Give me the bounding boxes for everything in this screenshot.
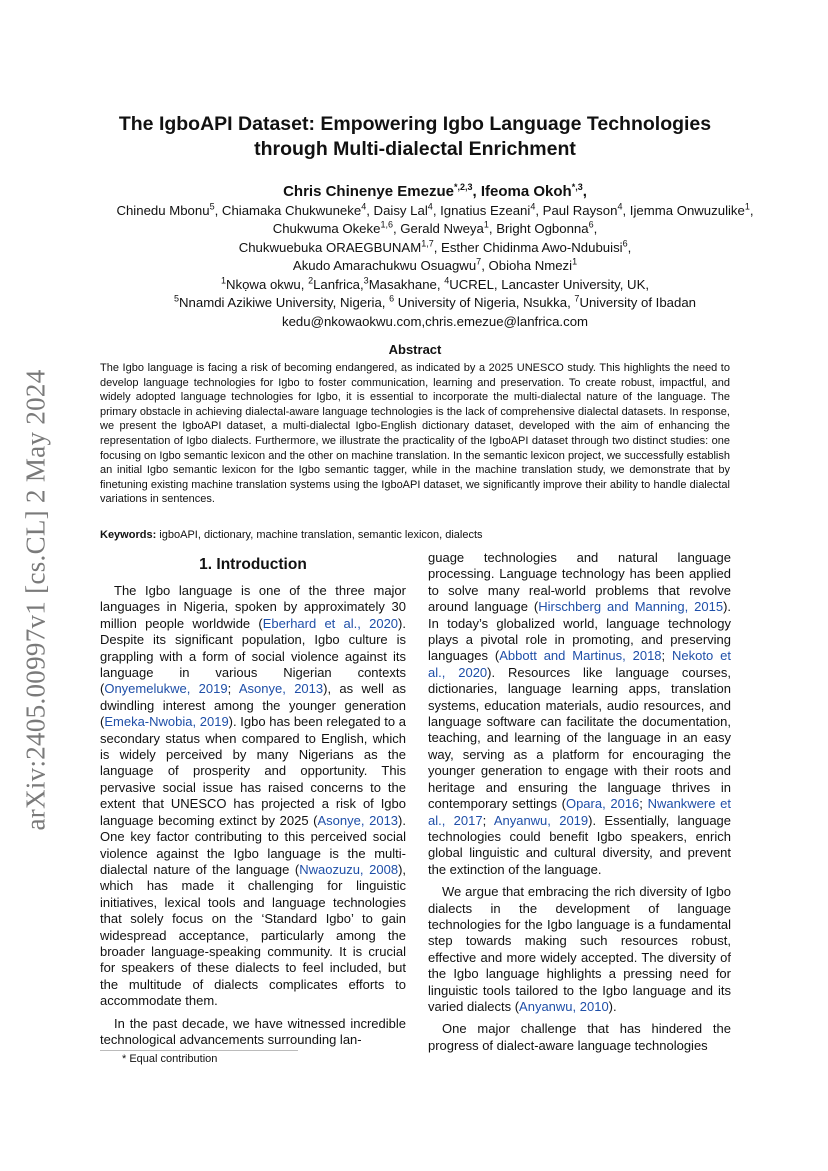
citation-link: Abbott and Martinus, 2018 bbox=[499, 648, 662, 664]
citation-link: Eberhard et al., 2020 bbox=[262, 615, 399, 631]
author-affil-mark: 1,7 bbox=[421, 238, 434, 249]
author-name: Akudo Amarachukwu Osuagwu bbox=[292, 258, 477, 273]
author-name: Bright Ogbonna bbox=[496, 221, 589, 236]
citation-link: Asonye, 2013 bbox=[317, 812, 399, 828]
affiliation-line bbox=[90, 276, 780, 295]
author-line: Chukwuma Okeke$^{1,6}$, Gerald Nweya$^1$, Bright Ogbonna$^6$, bbox=[272, 219, 598, 236]
arxiv-id: arXiv:2405.00997v1 [cs.CL] 2 May 2024 bbox=[20, 369, 51, 831]
author-name: Chiamaka Chukwuneke bbox=[221, 202, 362, 218]
body-paragraph: guage technologies and natural language processing. Language technology has been applied to solve many real-world problems that revolve around language (Hirschberg and Manning, 2015). In today’s globalized world, language technology plays a pivotal role in promoting, and preserving languages (Abbott and Martinus, 2018; Nekoto et al., 2020). Resources like language courses, dictionaries, language learning apps, translation systems, education materials, audio resources, and language software can facilitate the documentation, teaching, and learning of the language in an easy way, serving as a platform for encouraging the younger generation to engage with their roots and heritage and ensuring the language thrives in contemporary settings (Opara, 2016; Nwankwere et al., 2017; Anyanwu, 2019). Essentially, language technologies could benefit Igbo speakers, enrich global linguistic and cultural diversity, and prevent the extinction of the language. bbox=[428, 550, 732, 877]
author-affil-mark: 7 bbox=[476, 256, 482, 267]
author-name: Obioha Nmezi bbox=[488, 258, 573, 273]
right-column bbox=[428, 550, 731, 1060]
author-affil-mark: 1 bbox=[744, 201, 750, 212]
author-affil-mark: 6 bbox=[588, 219, 594, 230]
citation-link: Asonye, 2013 bbox=[238, 681, 324, 697]
arxiv-sidebar bbox=[12, 320, 60, 880]
affil-mark: 5 bbox=[174, 293, 180, 304]
keywords bbox=[100, 529, 730, 541]
author-affil-mark: 4 bbox=[361, 201, 367, 212]
emails: kedu@nkowaokwu.com,chris.emezue@lanfrica.com bbox=[281, 313, 589, 329]
body-paragraph: In the past decade, we have witnessed incredible technological advancements surrounding lan- bbox=[100, 1015, 406, 1047]
author-name: Chukwuebuka ORAEGBUNAM bbox=[238, 239, 422, 255]
author-name: Chinedu Mbonu bbox=[116, 202, 210, 218]
author-line: Chukwuebuka ORAEGBUNAM$^{1,7}$, Esther Chidinma Awo-Ndubuisi$^6$, bbox=[238, 238, 632, 255]
affil-mark: 6 bbox=[389, 293, 395, 304]
lead-authors: Chris Chinenye Emezue$^{*,2,3}$, Ifeoma Okoh$^{*,3}$, bbox=[283, 182, 587, 200]
author-name: Ijemma Onwuzulike bbox=[629, 202, 745, 218]
citation-link: Hirschberg and Manning, 2015 bbox=[538, 599, 724, 615]
affil-name: Masakhane, bbox=[368, 276, 445, 292]
author-name: Paul Rayson bbox=[542, 202, 618, 218]
abstract-text: The Igbo language is facing a risk of becoming endangered, as indicated by a 2025 UNESCO study. This highlights the need to develop language technologies for Igbo to foster communication, learning and preservation. To create robust, impactful, and widely adopted language technologies for Igbo, it is essential to incorporate the multi-dialectal nature of the language. The primary obstacle in achieving dialectal-aware language technologies is the lack of comprehensive dialectal datasets. In response, we present the IgboAPI dataset, a multi-dialectal Igbo-English dictionary dataset, developed with the aim of enhancing the representation of Igbo dialects. Furthermore, we illustrate the practicality of the IgboAPI dataset through two distinct studies: one focusing on Igbo semantic lexicon and the other on machine translation. In the semantic lexicon project, we successfully establish an initial Igbo semantic lexicon for the Igbo semantic tagger, while in the machine translation study, we demonstrate that by finetuning existing machine translation systems using the IgboAPI dataset, we significantly improve their ability to handle dialectal variations in sentences. bbox=[100, 362, 730, 506]
author-lines bbox=[90, 202, 780, 276]
affil-mark: 2 bbox=[308, 275, 314, 286]
author-name: Chris Chinenye Emezue bbox=[283, 183, 454, 200]
affil-name: Nkọwa okwu, bbox=[225, 276, 309, 292]
author-affil-mark: 1,6 bbox=[380, 219, 393, 230]
section-heading-introduction: 1. Introduction bbox=[199, 556, 307, 573]
citation-link: Nwankwere et al., 2017 bbox=[428, 796, 731, 828]
affil-mark: 1 bbox=[220, 275, 226, 286]
citation-link: Opara, 2016 bbox=[565, 796, 640, 812]
affil-name: University of Ibadan bbox=[579, 295, 696, 310]
footnote: * Equal contribution bbox=[122, 1053, 218, 1065]
author-block bbox=[90, 183, 780, 331]
left-column bbox=[100, 583, 406, 1054]
citation-link: Anyanwu, 2019 bbox=[493, 812, 589, 828]
affil-name: Lanfrica, bbox=[313, 276, 364, 292]
author-name: Daisy Lal bbox=[373, 202, 428, 218]
paper-title bbox=[90, 112, 740, 162]
footnote-rule bbox=[100, 1050, 298, 1051]
author-name: Ignatius Ezeani bbox=[440, 202, 531, 218]
author-name: Esther Chidinma Awo-Ndubuisi bbox=[441, 239, 623, 255]
affil-mark: 7 bbox=[574, 293, 580, 304]
affiliation-line bbox=[90, 294, 780, 313]
citation-link: Emeka-Nwobia, 2019 bbox=[104, 714, 229, 730]
keywords-text: igboAPI, dictionary, machine translation, semantic lexicon, dialects bbox=[156, 529, 483, 541]
body-paragraph: One major challenge that has hindered the progress of dialect-aware language technologies bbox=[428, 1021, 731, 1053]
affil-name: UCREL, Lancaster University, UK, bbox=[449, 276, 650, 292]
affil-mark: 3 bbox=[363, 275, 369, 286]
title-line-2: through Multi-dialectal Enrichment bbox=[254, 138, 576, 160]
author-affil-mark: *,2,3 bbox=[453, 182, 473, 192]
body-paragraph: The Igbo language is one of the three major languages in Nigeria, spoken by approximately 30 million people worldwide (Eberhard et al., 2020). Despite its significant population, Igbo culture is grappling with a form of social violence against its language in various Nigerian contexts (Onyemelukwe, 2019; Asonye, 2013), as well as dwindling interest among the younger generation (Emeka-Nwobia, 2019). Igbo has been relegated to a secondary status when compared to English, which is widely perceived by many Nigerians as the language of prosperity and opportunity. This pervasive social issue has raised concerns to the extent that UNESCO has projected a risk of Igbo language becoming extinct by 2025 (Asonye, 2013). One key factor contributing to this perceived social violence against the Igbo language is the multi-dialectal nature of the language (Nwaozuzu, 2008), which has made it challenging for linguistic initiatives, lexical tools and language technologies that solely focus on the ‘Standard Igbo’ to gain widespread acceptance, particularly among the broader language-speaking community. It is crucial for speakers of these dialects to feel included, but the multitude of dialects complicates efforts to accommodate them. bbox=[100, 583, 407, 1009]
citation-link: Anyanwu, 2010 bbox=[519, 998, 609, 1014]
affiliations bbox=[90, 276, 780, 313]
author-affil-mark: 6 bbox=[622, 238, 628, 249]
author-affil-mark: 1 bbox=[483, 219, 489, 230]
author-affil-mark: 4 bbox=[617, 201, 623, 212]
title-line-1: The IgboAPI Dataset: Empowering Igbo Language Technologies bbox=[118, 113, 712, 135]
author-affil-mark: 5 bbox=[209, 201, 215, 212]
author-name: Chukwuma Okeke bbox=[272, 221, 381, 236]
author-line: Chinedu Mbonu$^5$, Chiamaka Chukwuneke$^4$, Daisy Lal$^4$, Ignatius Ezeani$^4$, Paul Rayson$^4$, Ijemma Onwuzulike$^1$, bbox=[116, 201, 754, 218]
affil-mark: 4 bbox=[444, 275, 450, 286]
abstract-heading: Abstract bbox=[388, 342, 442, 357]
body-paragraph: We argue that embracing the rich diversity of Igbo dialects in the development of language technologies for the Igbo language is a fundamental step towards making such resources robust, effective and more widely accepted. The diversity of the Igbo language highlights a pressing need for linguistic tools tailored to the Igbo language and its varied dialects (Anyanwu, 2010). bbox=[428, 884, 731, 1014]
author-name: Gerald Nweya bbox=[400, 221, 484, 236]
affil-name: Nnamdi Azikiwe University, Nigeria, bbox=[179, 295, 390, 310]
citation-link: Nekoto et al., 2020 bbox=[428, 648, 731, 680]
author-affil-mark: *,3 bbox=[571, 182, 583, 192]
author-name: Ifeoma Okoh bbox=[480, 183, 572, 200]
citation-link: Nwaozuzu, 2008 bbox=[299, 861, 399, 877]
citation-link: Onyemelukwe, 2019 bbox=[104, 681, 228, 697]
author-affil-mark: 4 bbox=[427, 201, 433, 212]
keywords-label: Keywords: bbox=[100, 529, 157, 541]
author-affil-mark: 1 bbox=[572, 256, 578, 267]
affil-name: University of Nigeria, Nsukka, bbox=[394, 295, 575, 310]
author-affil-mark: 4 bbox=[530, 201, 536, 212]
author-line: Akudo Amarachukwu Osuagwu$^7$, Obioha Nmezi$^1$ bbox=[292, 256, 578, 273]
